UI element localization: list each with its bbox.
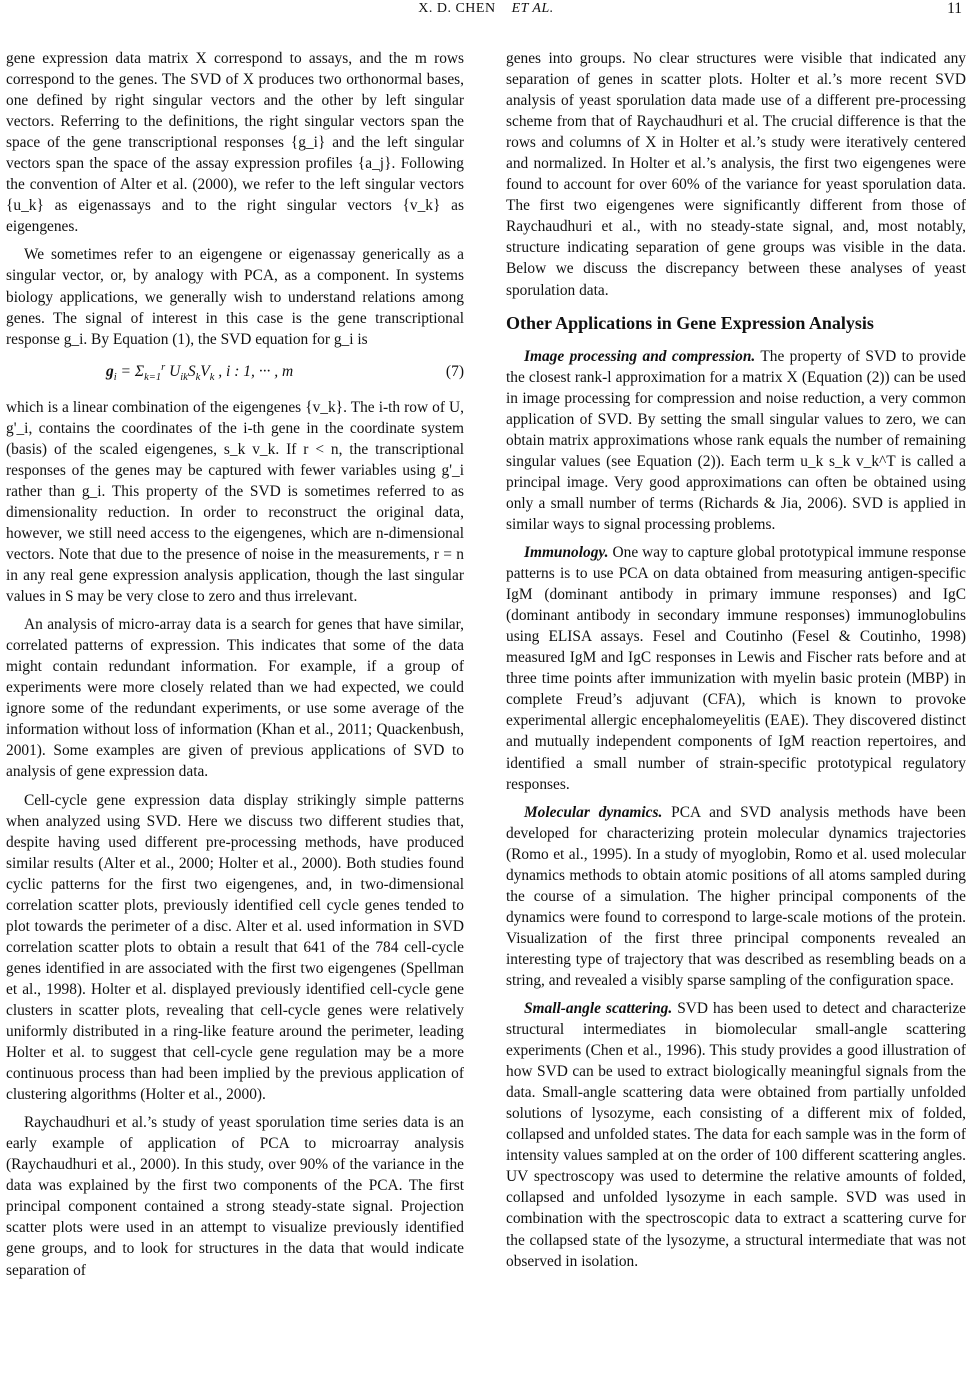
equation-7-body: $g_i = \Sigma_{k=1}^r$ $U_{ik}S_kV_k$ , i : 1, ··· , m — [106, 361, 294, 383]
paragraph-microarray-analysis: An analysis of micro-array data is a search for genes that have similar, correlated patterns of expression. This indicates that some of the data might contain redundant information. For example, if a group of experiments were more closely related than we had expected, we could ignore some of the redundant experiments, or use some average of the information without loss of information (Khan et al., 2011; Quackenbush, 2001). Some examples are given of previous applications of SVD to analysis of gene expression data. — [6, 616, 464, 781]
paragraph-immunology — [506, 542, 966, 795]
heading-immunology: Immunology. — [524, 544, 609, 562]
equation-7-number: (7) — [445, 362, 464, 380]
running-head-em: ET AL. — [511, 1, 554, 16]
heading-molecular-dynamics: Molecular dynamics. — [524, 803, 663, 821]
paragraph-raychaudhuri: Raychaudhuri et al.’s study of yeast sporulation time series data is an early example of application of PCA to microarray analysis (Raychaudhuri et al., 2000). In this study, over 90% of the variance in the data was explained by the first two components of the PCA. The first principal component contained a strong steady-state signal. Projection scatter plots were used in an attempt to visualize previously identified gene groups, and to look for structures in the data that would indicate separation of — [6, 1114, 464, 1279]
equation-7 — [6, 357, 464, 387]
heading-image-processing: Image processing and compression. — [524, 347, 756, 365]
running-head — [0, 0, 972, 26]
left-column — [6, 48, 464, 1288]
text-immunology: One way to capture global prototypical immune response patterns is to use PCA on data obtained from measuring antigen-specific IgM (dominant antibody in primary immune responses) and IgC (dominant antibody in secondary immune responses) immunoglobulins using ELISA assays. Fesel and Coutinho (Fesel & Coutinho, 1998) measured IgM and IgC responses in Lewis and Fischer rats before and at three time points after immunization with myelin basic protein (MBP) in complete Freud’s adjuvant (CFA), which is known to provoke experimental allergic encephalomeyelitis (EAE). They discovered distinct and mutually independent components of IgM reaction repertoires, and identified a small number of strain-specific prototypical regulatory responses. — [506, 544, 966, 793]
text-molecular-dynamics: PCA and SVD analysis methods have been developed for characterizing protein molecular dynamics trajectories (Romo et al., 1995). In a study of myoglobin, Romo et al. used molecular dynamics methods to obtain atomic positions of all atoms sampled during the course of a simulation. The higher principal components of the dynamics were found to correspond to large-scale motions of the protein. Visualization of the first three principal components revealed an interesting type of trajectory that was described as resembling beads on a string, and revealed a visibly sparse sampling of the configuration space. — [506, 803, 966, 989]
text-small-angle-scattering: SVD has been used to detect and characterize structural intermediates in biomolecular small-angle scattering experiments (Chen et al., 1996). This study provides a good illustration of how SVD can be used to extract biologically meaningful signals from the data. Small-angle scattering data were obtained from partially unfolded solutions of lysozyme, each consisting of a different mix of folded, collapsed and unfolded states. The data for each sample was in the form of intensity values sampled at on the order of 100 different scattering angles. UV spectroscopy was used to determine the relative amounts of folded, collapsed and unfolded lysozyme in each sample. SVD was used in combination with the spectroscopic data to extract a scattering curve for the collapsed state of the lysozyme, a structural intermediate that was not observed in isolation. — [506, 1000, 966, 1270]
paragraph-holter-sporulation: genes into groups. No clear structures were visible that indicated any separation of genes in scatter plots. Holter et al.’s more recent SVD analysis of yeast sporulation data made use of a different pre-processing scheme from that of Raychaudhuri et al. The crucial difference is that the rows and columns of X in Holter et al.’s study were iteratively centered and normalized. In Holter et al.’s analysis, the first two eigengenes were found to account for over 60% of the variance for yeast sporulation data. The first two eigengenes were significantly different from those of Raychaudhuri et al., with no steady-state signal, and, most notably, structure indicating separation of gene groups was visible in the data. Below we discuss the discrepancy between these analyses of yeast sporulation data. — [506, 50, 966, 299]
paragraph-molecular-dynamics — [506, 802, 966, 991]
running-head-pre: X. D. CHEN — [418, 1, 496, 16]
right-column — [506, 48, 966, 1279]
page-number: 11 — [947, 0, 962, 17]
paragraph-linear-combination: which is a linear combination of the eigengenes {v_k}. The i-th row of U, g'_i, contains the coordinates of the i-th gene in the coordinate system (basis) of the scaled eigengenes, s_k v_k. If r < n, the transcriptional responses of the genes may be captured with fewer variables using g'_i rather than g_i. This property of the SVD is sometimes referred to as dimensionality reduction. In order to reconstruct the original data, however, we still need access to the eigengenes, which are n-dimensional vectors. Note that due to the presence of noise in the measurements, r = n in any real gene expression analysis application, though the last singular values in S may be very close to zero and thus irrelevant. — [6, 398, 464, 606]
heading-small-angle-scattering: Small-angle scattering. — [524, 1000, 673, 1018]
paragraph-image-processing — [506, 346, 966, 535]
paragraph-small-angle-scattering — [506, 998, 966, 1272]
paragraph-svd-bases: gene expression data matrix X correspond to assays, and the m rows correspond to the genes. The SVD of X produces two orthonormal bases, one defined by right singular vectors and the other by left singular vectors. Referring to the definitions, the right singular vectors span the space of the gene transcriptional responses {g_i} and the left singular vectors span the space of the assay expression profiles {a_j}. Following the convention of Alter et al. (2000), we refer to the left singular vectors {u_k} as eigenassays and to the right singular vectors {v_k} as eigengenes. — [6, 50, 464, 236]
section-title: Other Applications in Gene Expression Analysis — [506, 312, 874, 333]
paragraph-cell-cycle: Cell-cycle gene expression data display strikingly simple patterns when analyzed using SVD. Here we discuss two different studies that, despite having used different pre-processing methods, have produced similar results (Alter et al., 2000; Holter et al., 2000). Both studies found cyclic patterns for the first two eigengenes, and, in two-dimensional correlation scatter plots, previously identified cell cycle genes tended to plot towards the perimeter of a disc. Alter et al. used information in SVD correlation scatter plots to obtain a result that 641 of the 784 cell-cycle genes identified in are associated with the first two eigengenes (Spellman et al., 1998). Holter et al. displayed previously identified cell-cycle gene clusters in scatter plots, revealing that cell-cycle genes were relatively uniformly distributed in a ring-like feature around the perimeter, leading Holter et al. to suggest that cell-cycle gene regulation may be a more continuous process than had been implied by the previous application of clustering algorithms (Holter et al., 2000). — [6, 791, 464, 1104]
running-head-authors — [0, 0, 972, 18]
paragraph-eigengene-component: We sometimes refer to an eigengene or eigenassay generically as a singular vector, or, by analogy with PCA, as a component. In systems biology applications, we generally wish to understand relations among genes. The signal of interest in this case is the gene transcriptional response g_i. By Equation (1), the SVD equation for g_i is — [6, 246, 464, 348]
text-image-processing: The property of SVD to provide the closest rank-l approximation for a matrix X (Equation (2)) can be used in image processing for compression and noise reduction, a very common application of SVD. By setting the small singular values to zero, we can obtain matrix approximations whose rank equals the number of remaining singular values (see Equation (2)). Each term u_k s_k v_k^T is called a principal image. Very good approximations can often be obtained using only a small number of terms (Richards & Jia, 2006). SVD is applied in similar ways to signal processing problems. — [506, 347, 966, 533]
